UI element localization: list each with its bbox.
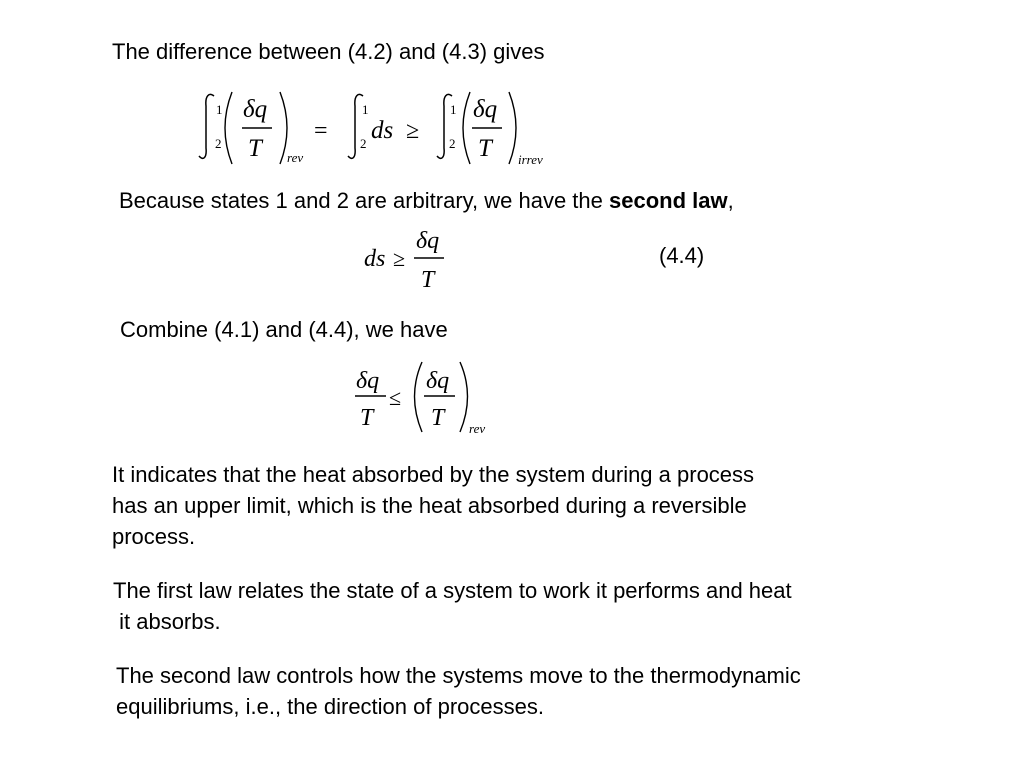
first-law-paragraph	[113, 575, 792, 637]
right-paren	[509, 92, 516, 164]
geq-sign: ≥	[393, 246, 406, 271]
rev-subscript: rev	[287, 150, 304, 165]
second-law-paragraph	[116, 660, 801, 722]
temperature-T: T	[478, 135, 492, 162]
second-law-bold: second law	[608, 188, 728, 213]
ds: ds	[364, 246, 386, 272]
second-law-text-end: ,	[727, 188, 734, 213]
equals-sign: =	[314, 118, 328, 144]
integral-sign	[199, 94, 214, 158]
lower-limit: 2	[360, 136, 367, 151]
delta-q: δq	[356, 368, 380, 394]
lower-limit: 2	[215, 136, 222, 151]
left-paren	[415, 362, 423, 432]
combine-text: Combine (4.1) and (4.4), we have	[120, 317, 448, 342]
second-law-text-start: Because states 1 and 2 are arbitrary, we have the	[119, 188, 609, 213]
irrev-subscript: irrev	[518, 152, 543, 167]
upper-limit: 1	[450, 102, 457, 117]
upper-limit: 1	[216, 102, 223, 117]
rev-subscript: rev	[469, 421, 486, 436]
delta-q: δq	[473, 96, 498, 123]
temperature-T: T	[421, 267, 435, 293]
delta-q: δq	[426, 368, 450, 394]
paragraph-line: process.	[112, 524, 196, 549]
equation-heat-inequality	[352, 360, 502, 440]
equation-number: (4.4)	[659, 243, 705, 268]
second-law-text	[119, 186, 734, 216]
intro-text: The difference between (4.2) and (4.3) gives	[112, 39, 545, 64]
right-paren	[280, 92, 287, 164]
geq-sign: ≥	[406, 118, 420, 144]
lower-limit: 2	[449, 136, 456, 151]
temperature-T: T	[431, 405, 445, 431]
equation-second-law	[360, 224, 460, 294]
paragraph-line: The second law controls how the systems move to the thermodynamic	[116, 663, 801, 688]
ds: ds	[371, 117, 394, 144]
delta-q: δq	[243, 96, 268, 123]
temperature-T: T	[248, 135, 262, 162]
upper-limit: 1	[362, 102, 369, 117]
left-paren	[463, 92, 470, 164]
delta-q: δq	[416, 228, 440, 254]
temperature-T: T	[360, 405, 374, 431]
paragraph-line: It indicates that the heat absorbed by the system during a process	[112, 462, 755, 487]
paragraph-line: has an upper limit, which is the heat absorbed during a reversible	[112, 493, 747, 518]
left-paren	[225, 92, 232, 164]
leq-sign: ≤	[389, 385, 402, 410]
heat-limit-paragraph	[112, 459, 754, 552]
paragraph-line: it absorbs.	[113, 609, 221, 634]
paragraph-line: The first law relates the state of a system to work it performs and heat	[113, 578, 792, 603]
right-paren	[460, 362, 468, 432]
equation-reversible-irreversible	[196, 86, 576, 176]
paragraph-line: equilibriums, i.e., the direction of processes.	[116, 694, 544, 719]
